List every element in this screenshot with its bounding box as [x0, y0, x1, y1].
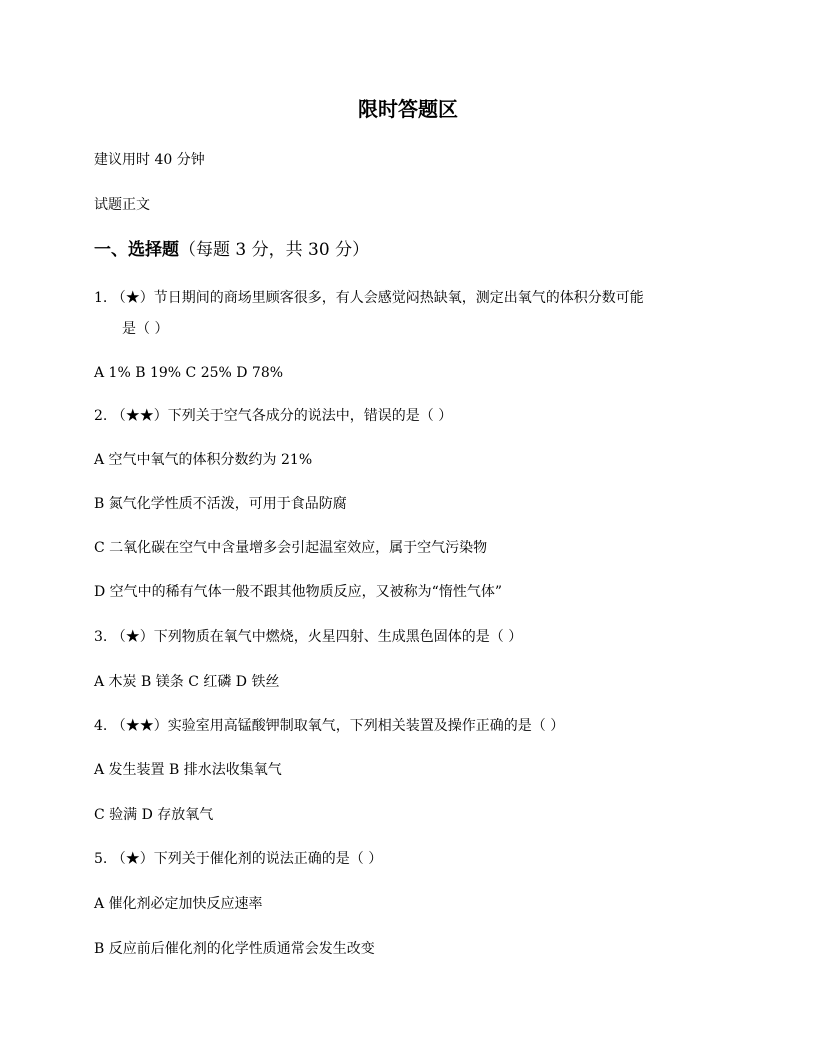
question-2-option-c: C 二氧化碳在空气中含量增多会引起温室效应，属于空气污染物 — [94, 540, 488, 556]
question-1-options: A 1% B 19% C 25% D 78% — [94, 365, 284, 381]
question-5-stem: 5. （★）下列关于催化剂的说法正确的是（ ） — [94, 851, 383, 867]
question-1-stem: 1. （★）节日期间的商场里顾客很多，有人会感觉闷热缺氧，测定出氧气的体积分数可能 — [94, 290, 644, 306]
question-1-stem-continued: 是（ ） — [122, 321, 169, 337]
body-label: 试题正文 — [94, 197, 150, 213]
suggested-time: 建议用时 40 分钟 — [94, 152, 205, 168]
question-5-option-a: A 催化剂必定加快反应速率 — [94, 896, 263, 912]
section-note: （每题 3 分，共 30 分） — [179, 240, 370, 260]
section-heading — [94, 239, 734, 261]
question-4-options-cd: C 验满 D 存放氧气 — [94, 807, 214, 823]
page-title: 限时答题区 — [358, 97, 458, 121]
question-4-options-ab: A 发生装置 B 排水法收集氧气 — [94, 762, 282, 778]
question-5-option-b: B 反应前后催化剂的化学性质通常会发生改变 — [94, 941, 375, 957]
section-title: 一、选择题 — [94, 240, 179, 260]
question-4-stem: 4. （★★）实验室用高锰酸钾制取氧气，下列相关装置及操作正确的是（ ） — [94, 718, 565, 734]
question-2-option-d: D 空气中的稀有气体一般不跟其他物质反应，又被称为“惰性气体” — [94, 584, 502, 600]
question-2-option-b: B 氮气化学性质不活泼，可用于食品防腐 — [94, 496, 347, 512]
question-2-option-a: A 空气中氧气的体积分数约为 21% — [94, 452, 313, 468]
question-2-stem: 2. （★★）下列关于空气各成分的说法中，错误的是（ ） — [94, 408, 453, 424]
question-3-stem: 3. （★）下列物质在氧气中燃烧，火星四射、生成黑色固体的是（ ） — [94, 629, 523, 645]
question-3-options: A 木炭 B 镁条 C 红磷 D 铁丝 — [94, 674, 280, 690]
